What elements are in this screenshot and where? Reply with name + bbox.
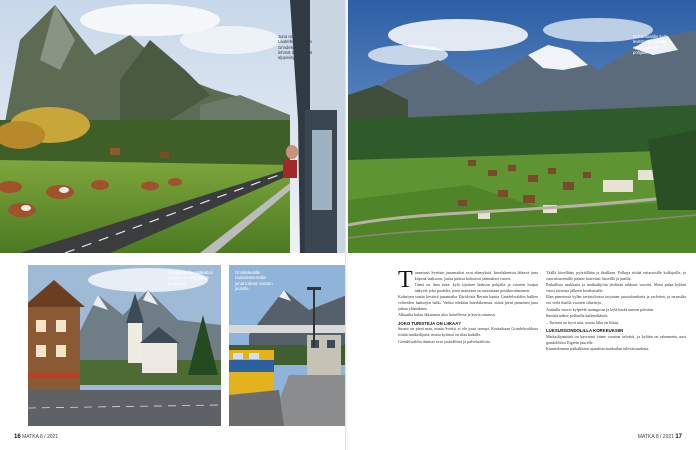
right-page-number: 17 [675,434,682,440]
article-paragraph-1: unnetusti Sveitsin junamatkat ovat elämyksiä. Interlakenista lähtevä juna kiipeää laaksoon, jonka päässä kohoavat jättimäiset vuoret. [414,270,538,281]
grindelwald-panorama-photo [348,0,696,253]
article-paragraph-13: Matkailijamäärä on kasvanut viime vuosina selvästi, ja kylään on rakennettu uusi gondolihissi Eigerin juurelle. [546,333,686,345]
right-folio [638,434,682,440]
article-paragraph-11: Ihmisiä näkee polkuilla kaikenikäisiä. [546,313,609,319]
right-folio-label: MATKA 8 / 2021 [637,434,674,440]
article-paragraph-4: Alkuaika kuluu ikkunasta ulos katsellessa ja kuvia ottaessa. [398,312,496,318]
caption-panorama: Grindelwaldin kylä levittäytyy vuorten syliin laakson pohjalle. [633,34,667,55]
article-paragraph-5: Suomi on pieni maa, mutta Sveitsi ei ole juuri isompi. Kesäaikaan Grindelwaldissa riittää matkailijoita, mutta kylässä on tilaa kaikille. [398,326,538,337]
drop-cap: T [398,270,413,293]
left-folio-label: MATKA 8 / 2021 [22,434,59,440]
article-column-1 [398,270,538,430]
article-heading-1: JOKO TURISTEJA ON LIIKAA? [398,320,461,326]
article-paragraph-6: Grindelwaldin ihmiset ovat ystävällisiä ja palvelualttiita. [398,338,491,344]
article-paragraph-3: Kolmisen tuntia kestävä junamatka Zürichistä Bernin kautta Grindelwaldiin kulkee vehreiden laaksojen halki. Vaihto tehdään Interlakenissa, mistä pieni punainen juna jatkaa ylämäkeen. [398,294,538,311]
village-street-photo [28,265,221,426]
caption-train: Juna on matkalla Lauterbrunnenista Grindelwaldiin ja lehmät laiduntavat alppiniityillä. [278,34,312,61]
train-station-photo [229,265,347,426]
left-page-number: 16 [14,434,21,440]
article-paragraph-8: Paikallisia asukkaita ja matkailijoita yhdistää rakkaus vuoriin. Moni palaa kylään vuosi toisensa jälkeen kesälomalle. [546,282,686,293]
article-paragraph-9: Illan pimetessä kylän ravintoloissa tarjotaan juustofondueta ja raclettea, ja terassilta voi vielä ihailla vuorten siluetteja. [546,294,686,305]
train-meadow-photo [0,0,346,253]
left-folio [14,434,58,440]
article-paragraph-2: Tämä on ihan totta: kylä sijaitsee laakson pohjalla ja vuorten huiput näkyvät joka puolelta, joten maisema on suorastaan postikorttimainen. [414,282,538,293]
village-street-illustration [28,265,221,426]
article-paragraph-12: – Turismi on hyvä asia, mutta liika on liikaa. [546,319,620,325]
caption-station: Grindelwaldin rautatieasemalla junat tulevat vuorten juurelle. [235,270,273,291]
article-paragraph-14: Kuuntelemme paikallisten ajatuksia matkailun tulevaisuudesta. [546,346,650,352]
article-paragraph-7: Täällä kävellään, pyöräillään ja ihaillaan. Polkuja riittää eritasoisille kulkijoille, ja vuoristoasemille pääsee kätevästi hisseillä ja junilla. [546,270,686,281]
left-page [0,0,346,450]
article-heading-2: LUKSUSGONDOLILLA KORKEUKSIIN [546,328,624,334]
article-paragraph-10: Aamulla vuoret kylpevät auringossa ja kylä herää uuteen päivään. [546,306,654,312]
caption-village: Grindelwaldin pääkadun varrella on hotelleja ja kauppoja. [168,270,213,286]
article-column-2 [546,270,686,430]
right-page [348,0,696,450]
